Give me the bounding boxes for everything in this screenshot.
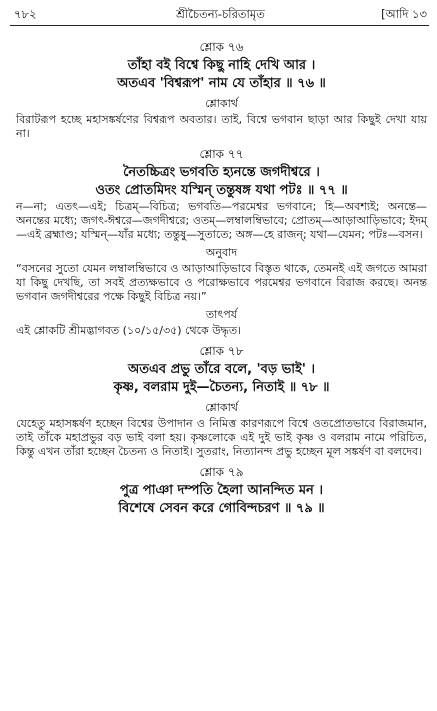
section-label: তাৎপর্য bbox=[205, 308, 238, 321]
verse-line: পুত্র পাঞা দম্পতি হৈলা আনন্দিত মন । bbox=[120, 483, 323, 498]
section-label: অনুবাদ bbox=[205, 246, 238, 259]
body-paragraph: ন—না; এতৎ—এই; চিত্রম্—বিচিত্র; ভগবতি—পরমেশ্বর ভগবানে; হি—অবশ্যই; অনন্তে—অনন্তের মধ্যে; জগৎ-ঈশ্বরে—জগদীশ্বরে; ওতম্—লম্বালম্বিভাবে; প্রোতম্—আড়াআড়িভাবে; ইদম্—এই ব্রহ্মাণ্ড; যস্মিন্—যাঁর মধ্যে; তন্তুষু—সুতাতে; অঙ্গ—হে রাজন্; যথা—যেমন; পটঃ—বসন। bbox=[16, 200, 427, 241]
verse-heading: শ্লোক ৭৯ bbox=[199, 465, 244, 479]
verse-heading: শ্লোক ৭৭ bbox=[199, 147, 244, 161]
verse-line: নৈতচ্চিত্রং ভগবতি হ্যনন্তে জগদীশ্বরে । bbox=[123, 165, 320, 180]
body-paragraph: যেহেতু মহাসঙ্কর্ষণ হচ্ছেন বিশ্বের উপাদান ও নিমিত্ত কারণরূপে বিশ্বে ওতপ্রোতভাবে বিরাজমান, তাই তাঁকে মহাপ্রভুর বড় ভাই বলা হয়। কৃষ্ণলোকে এই দুই ভাই কৃষ্ণ ও বলরাম নামে পরিচিত, কিন্তু এখন তাঁরা হচ্ছেন চৈতন্য ও নিতাই। সুতরাং, নিত্যানন্দ প্রভু হচ্ছেন মূল সঙ্কর্ষণ বা বলদেব। bbox=[16, 417, 427, 458]
body-paragraph: “বসনের সুতো যেমন লম্বালম্বিভাবে ও আড়াআড়িভাবে বিস্তৃত থাকে, তেমনই এই জগতে আমরা যা কিছু দেখছি, তা সবই প্রত্যক্ষভাবে ও পরোক্ষভাবে পরমেশ্বর ভগবানে বিরাজ করছে। অনন্ত ভগবান জগদীশ্বরের পক্ষে কিছুই বিচিত্র নয়।” bbox=[16, 262, 428, 303]
body-paragraph: এই শ্লোকটি শ্রীমদ্ভাগবত (১০/১৫/৩৫) থেকে উদ্ধৃত। bbox=[16, 324, 242, 337]
verse-line: অতএব 'বিশ্বরূপ' নাম যে তাঁহার ॥ ৭৬ ॥ bbox=[117, 76, 326, 91]
verse-line: কৃষ্ণ, বলরাম দুই—চৈতন্য, নিতাই ॥ ৭৮ ॥ bbox=[113, 380, 330, 395]
verse-line: অতএব প্রভু তাঁরে বলে, 'বড় ভাই' । bbox=[127, 362, 315, 377]
body-paragraph: বিরাটরূপ হচ্ছে মহাসঙ্কর্ষণের বিশ্বরূপ অবতার। তাই, বিশ্বে ভগবান ছাড়া আর কিছুই দেখা যায় না। bbox=[16, 113, 427, 140]
page-content bbox=[16, 34, 427, 518]
verse-block bbox=[16, 465, 427, 518]
verse-line: বিশেষে সেবন করে গোবিন্দচরণ ॥ ৭৯ ॥ bbox=[118, 501, 325, 516]
header-rule bbox=[10, 25, 429, 26]
book-title: শ্রীচৈতন্য-চরিতামৃত bbox=[176, 7, 265, 21]
verse-block bbox=[16, 344, 427, 459]
section-label: শ্লোকার্থ bbox=[205, 97, 238, 110]
verse-line: ওতং প্রোতমিদং যস্মিন্ তন্তুষঙ্গ যথা পটঃ ॥ ৭৭ ॥ bbox=[95, 183, 348, 198]
section-label: শ্লোকার্থ bbox=[205, 401, 238, 414]
running-header bbox=[14, 6, 427, 24]
verse-heading: শ্লোক ৭৮ bbox=[199, 344, 244, 358]
verse-heading: শ্লোক ৭৬ bbox=[199, 40, 244, 54]
chapter-label: [আদি ১৩ bbox=[381, 7, 427, 21]
verse-block bbox=[16, 40, 427, 141]
page-number: ৭৮২ bbox=[14, 7, 37, 21]
verse-block bbox=[16, 147, 427, 338]
verse-line: তাঁহা বই বিশ্বে কিছু নাহি দেখি আর । bbox=[127, 58, 316, 73]
